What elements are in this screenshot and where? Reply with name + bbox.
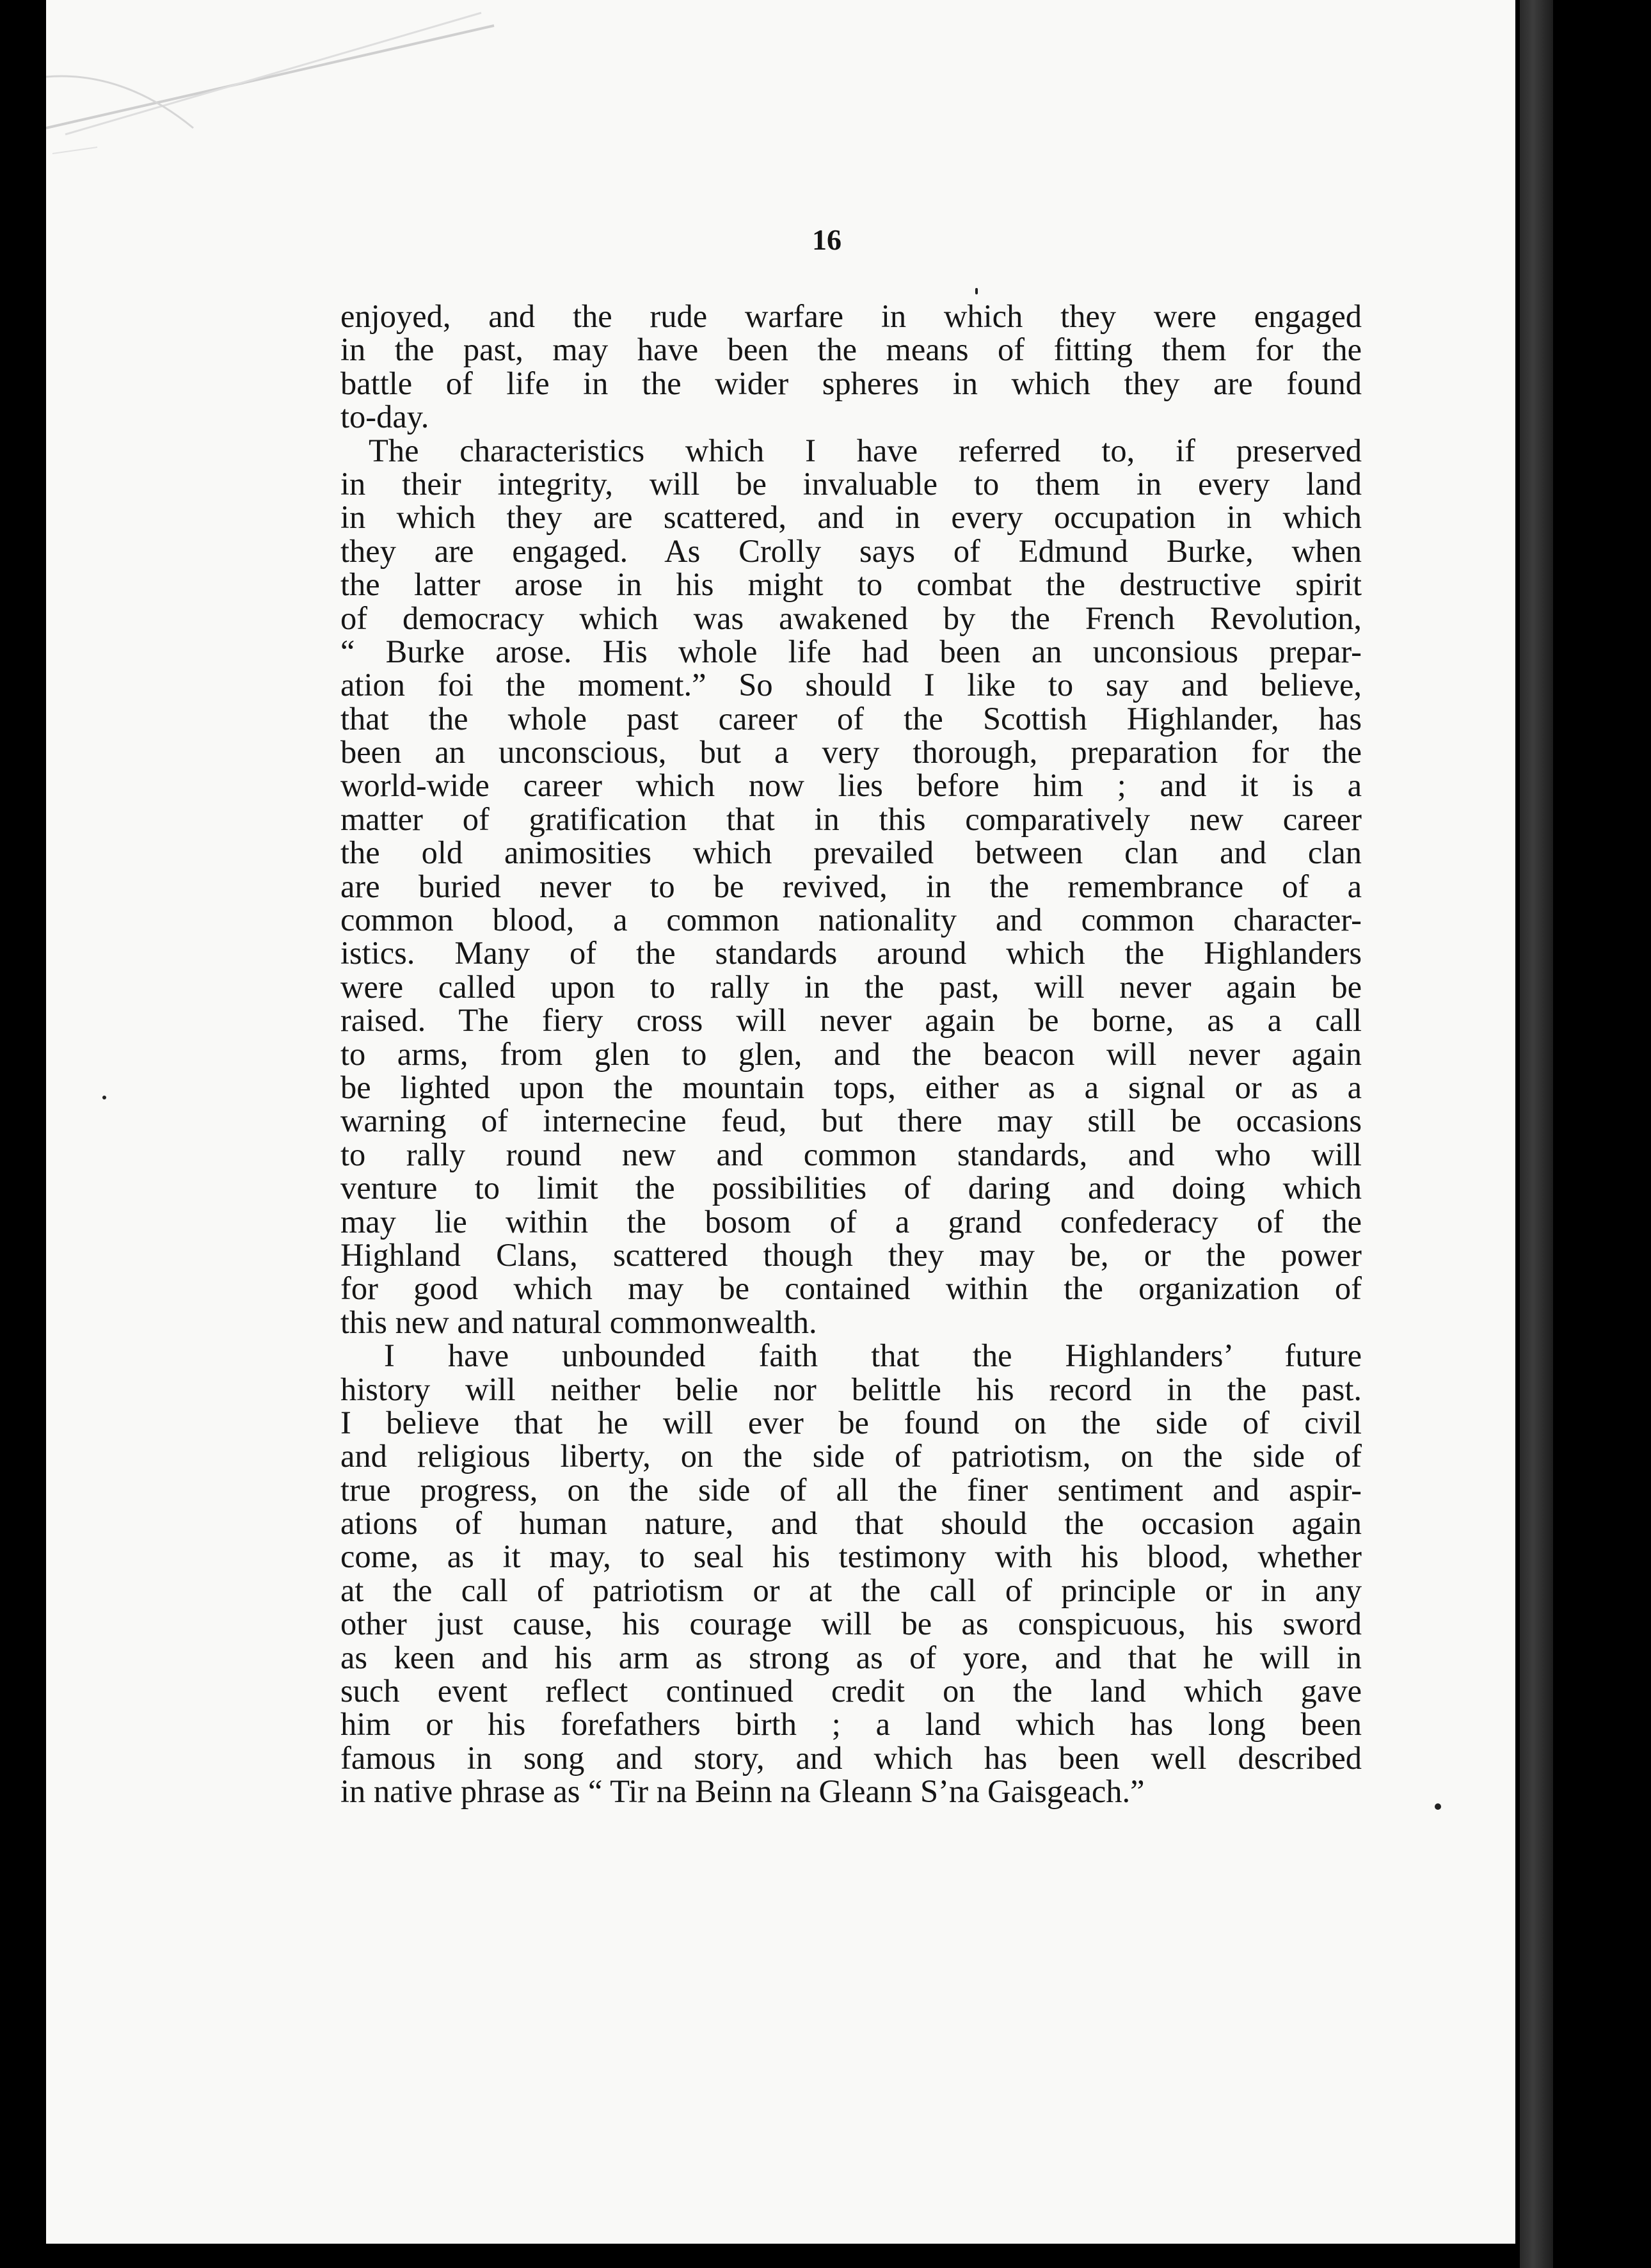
- body-text: [340, 299, 1362, 1809]
- text-line: other just cause, his courage will be as conspicuous, his sword: [340, 1606, 1362, 1642]
- folded-corner-marks: [46, 0, 532, 192]
- text-line: as keen and his arm as strong as of yore, and that he will in: [340, 1639, 1362, 1675]
- ink-speck: [975, 288, 978, 294]
- text-line: warning of internecine feud, but there may still be occasions: [340, 1103, 1362, 1139]
- text-line: I have unbounded faith that the Highlanders’ future: [384, 1338, 1362, 1374]
- text-line: him or his forefathers birth ; a land which has long been: [340, 1706, 1362, 1743]
- text-line: were called upon to rally in the past, will never again be: [340, 968, 1362, 1005]
- text-line: raised. The fiery cross will never again be borne, as a call: [340, 1002, 1362, 1039]
- text-line: history will neither belie nor belittle his record in the past.: [340, 1371, 1362, 1407]
- text-line: they are engaged. As Crolly says of Edmund Burke, when: [340, 532, 1362, 569]
- text-line: of democracy which was awakened by the French Revolution,: [340, 600, 1362, 636]
- scanned-page: [46, 0, 1515, 2244]
- text-line: battle of life in the wider spheres in which they are found: [340, 365, 1362, 401]
- text-line: world-wide career which now lies before him ; and it is a: [340, 767, 1362, 804]
- text-line: to arms, from glen to glen, and the beacon will never again: [340, 1035, 1362, 1072]
- text-line: such event reflect continued credit on the land which gave: [340, 1673, 1362, 1709]
- text-line: this new and natural commonwealth.: [340, 1304, 817, 1340]
- text-line: be lighted upon the mountain tops, either as a signal or as a: [340, 1069, 1362, 1105]
- text-line: to rally round new and common standards, and who will: [340, 1136, 1362, 1172]
- text-line: and religious liberty, on the side of patriotism, on the side of: [340, 1438, 1362, 1474]
- text-line: been an unconscious, but a very thorough, preparation for the: [340, 734, 1362, 771]
- text-line: are buried never to be revived, in the remembrance of a: [340, 868, 1362, 904]
- text-line: matter of gratification that in this comparatively new career: [340, 801, 1362, 837]
- text-line: venture to limit the possibilities of daring and doing which: [340, 1170, 1362, 1206]
- text-line: ations of human nature, and that should the occasion again: [340, 1505, 1362, 1542]
- text-line: true progress, on the side of all the finer sentiment and aspir-: [340, 1471, 1362, 1508]
- text-line: enjoyed, and the rude warfare in which they were engaged: [340, 298, 1362, 334]
- text-line: at the call of patriotism or at the call of principle or in any: [340, 1572, 1362, 1608]
- text-line: ation foi the moment.” So should I like to say and believe,: [340, 667, 1362, 703]
- text-line: the old animosities which prevailed between clan and clan: [340, 835, 1362, 871]
- ink-speck: [102, 1096, 106, 1099]
- text-line: come, as it may, to seal his testimony with his blood, whether: [340, 1538, 1362, 1575]
- text-line: to-day.: [340, 399, 429, 435]
- text-line: for good which may be contained within the organization of: [340, 1270, 1362, 1307]
- text-line: I believe that he will ever be found on the side of civil: [340, 1404, 1362, 1441]
- ink-speck: [1435, 1803, 1441, 1810]
- text-line: Highland Clans, scattered though they may be, or the power: [340, 1236, 1362, 1273]
- text-line: may lie within the bosom of a grand confederacy of the: [340, 1203, 1362, 1240]
- page-edge-shadow: [1520, 0, 1553, 2268]
- text-line: that the whole past career of the Scottish Highlander, has: [340, 700, 1362, 737]
- text-line: common blood, a common nationality and common character-: [340, 902, 1362, 938]
- text-line: the latter arose in his might to combat the destructive spirit: [340, 566, 1362, 603]
- page-number: 16: [812, 223, 841, 256]
- text-line: in native phrase as “ Tir na Beinn na Gleann S’na Gaisgeach.”: [340, 1773, 1145, 1810]
- text-line: The characteristics which I have referred to, if preserved: [369, 432, 1362, 468]
- text-line: in which they are scattered, and in every occupation in which: [340, 499, 1362, 536]
- text-line: famous in song and story, and which has been well described: [340, 1739, 1362, 1776]
- text-line: in their integrity, will be invaluable to them in every land: [340, 465, 1362, 502]
- text-line: istics. Many of the standards around which the Highlanders: [340, 935, 1362, 971]
- text-line: in the past, may have been the means of fitting them for the: [340, 331, 1362, 368]
- text-line: “ Burke arose. His whole life had been an unconsious prepar-: [340, 633, 1362, 669]
